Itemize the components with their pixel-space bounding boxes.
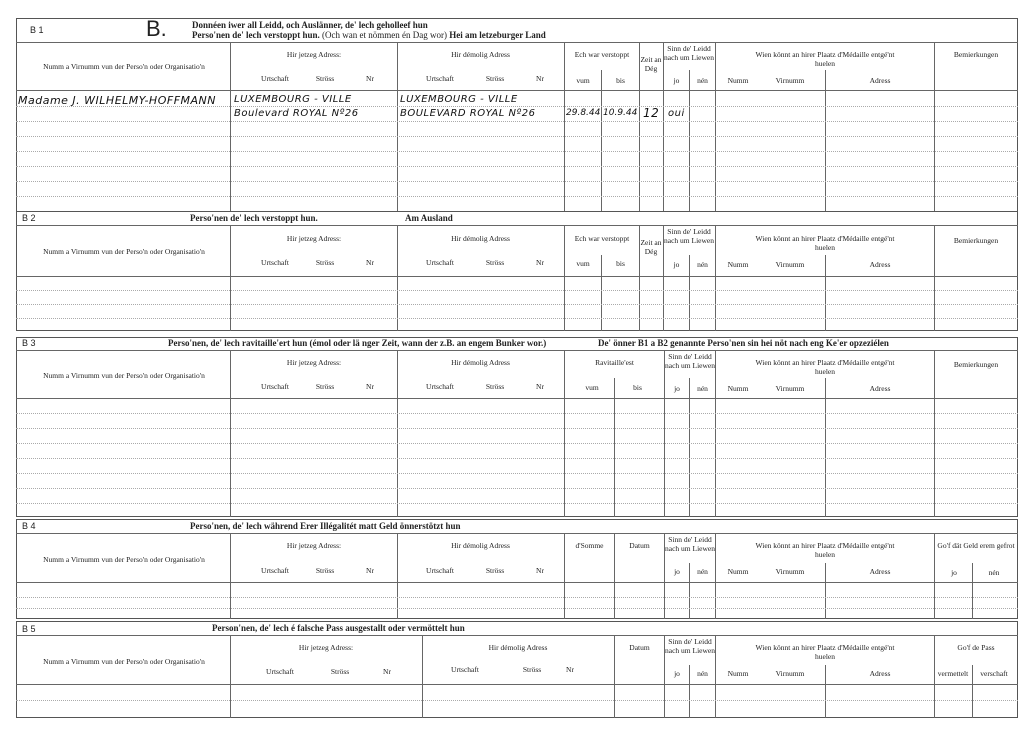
name-header: Numm a Virnumm vun der Perso'n oder Organisatio'n xyxy=(43,247,205,256)
stross-header: Ströss xyxy=(315,382,335,391)
jo-header: jo xyxy=(673,260,680,269)
entry-old-street: BOULEVARD ROYAL Nº26 xyxy=(400,108,536,119)
name-header: Numm a Virnumm vun der Perso'n oder Organisatio'n xyxy=(43,657,205,666)
remarks-header: Bemierkungen xyxy=(953,236,999,245)
nen-header: nén xyxy=(697,567,708,576)
current-address-header: Hir jetzeg Adress: xyxy=(286,358,342,367)
nr-header: Nr xyxy=(536,566,544,575)
alive-header: Sinn de' Leidd nach um Liewen xyxy=(665,352,715,370)
alive-header: Sinn de' Leidd nach um Liewen xyxy=(664,44,714,62)
stross-header: Ströss xyxy=(485,258,505,267)
alive-header: Sinn de' Leidd nach um Liewen xyxy=(665,637,715,655)
date-header: Datum xyxy=(629,643,650,652)
urtschaft-header: Urtschaft xyxy=(261,566,289,575)
nr-header: Nr xyxy=(383,667,391,676)
stross-header: Ströss xyxy=(522,665,542,674)
stross-header: Ströss xyxy=(485,74,505,83)
name-header: Numm a Virnumm vun der Perso'n oder Organisatio'n xyxy=(43,62,205,71)
numm-header: Numm xyxy=(727,567,749,576)
medal-header: Wien könnt an hirer Plaatz d'Médaille entgé'nt huelen xyxy=(755,234,895,252)
alive-header: Sinn de' Leidd nach um Liewen xyxy=(665,535,715,553)
urtschaft-header: Urtschaft xyxy=(451,665,479,674)
nr-header: Nr xyxy=(536,258,544,267)
stross-header: Ströss xyxy=(485,382,505,391)
section-title: Perso'nen, de' lech während Erer Illégalitét matt Geld önnerstötzt hun xyxy=(190,521,461,531)
urtschaft-header: Urtschaft xyxy=(426,74,454,83)
vum-header: vum xyxy=(576,76,590,85)
vum-header: vum xyxy=(576,259,590,268)
stross-header: Ströss xyxy=(330,667,350,676)
numm-header: Numm xyxy=(727,76,749,85)
name-header: Numm a Virnumm vun der Perso'n oder Organisatio'n xyxy=(43,555,205,564)
hidden-header: Ech war verstoppt xyxy=(574,50,630,59)
entry-alive-yes: oui xyxy=(668,108,685,119)
current-address-header: Hir jetzeg Adress: xyxy=(286,50,342,59)
adress-header: Adress xyxy=(869,76,891,85)
old-address-header: Hir démolig Adress xyxy=(488,643,548,652)
nr-header: Nr xyxy=(366,566,374,575)
adress-header: Adress xyxy=(869,567,891,576)
days-header: Zeit an Dég xyxy=(640,238,662,256)
current-address-header: Hir jetzeg Adress: xyxy=(286,234,342,243)
stross-header: Ströss xyxy=(315,74,335,83)
entry-from: 29.8.44 xyxy=(566,108,601,118)
arranged-header: vermettelt xyxy=(937,669,969,678)
urtschaft-header: Urtschaft xyxy=(266,667,294,676)
nr-header: Nr xyxy=(366,382,374,391)
date-header: Datum xyxy=(629,541,650,550)
form-letter: B. xyxy=(146,16,167,41)
adress-header: Adress xyxy=(869,384,891,393)
jo-header: jo xyxy=(673,76,680,85)
form-title: Donnéen iwer all Leidd, och Auslänner, de' lech geholleef hun xyxy=(192,20,428,30)
virnumm-header: Virnumm xyxy=(775,260,805,269)
subtitle-note: (Och wan et nömmen én Dag wor) xyxy=(322,30,447,40)
section-id: B 3 xyxy=(22,338,36,348)
money-returned-header: Go'f dät Geld erem gefrot xyxy=(937,541,1015,550)
subtitle-main: Perso'nen de' lech verstoppt hun. xyxy=(192,30,320,40)
stross-header: Ströss xyxy=(485,566,505,575)
nen-header: nén xyxy=(697,669,708,678)
entry-name: Madame J. WILHELMY-HOFFMANN xyxy=(18,94,216,107)
remarks-header: Bemierkungen xyxy=(953,50,999,59)
bis-header: bis xyxy=(616,259,625,268)
bis-header: bis xyxy=(633,383,642,392)
numm-header: Numm xyxy=(727,384,749,393)
medal-header: Wien könnt an hirer Plaatz d'Médaille entgé'nt huelen xyxy=(755,541,895,559)
old-address-header: Hir démolig Adress xyxy=(451,541,510,550)
pass-header: Go'f de Pass xyxy=(957,643,995,652)
supplied-header: Ravitaille'est xyxy=(595,358,634,367)
nr-header: Nr xyxy=(536,382,544,391)
urtschaft-header: Urtschaft xyxy=(426,258,454,267)
stross-header: Ströss xyxy=(315,566,335,575)
entry-days: 12 xyxy=(643,106,660,120)
nr-header: Nr xyxy=(566,665,574,674)
urtschaft-header: Urtschaft xyxy=(426,382,454,391)
section-id: B 4 xyxy=(22,521,36,531)
bis-header: bis xyxy=(616,76,625,85)
section-title: Person'nen, de' lech é falsche Pass ausgestallt oder vermöttelt hun xyxy=(212,623,465,633)
days-header: Zeit an Dég xyxy=(640,55,662,73)
section-id: B 2 xyxy=(22,213,36,223)
procured-header: verschaft xyxy=(980,669,1008,678)
entry-current-street: Boulevard ROYAL Nº26 xyxy=(234,108,359,119)
urtschaft-header: Urtschaft xyxy=(261,74,289,83)
adress-header: Adress xyxy=(869,260,891,269)
nr-header: Nr xyxy=(366,258,374,267)
virnumm-header: Virnumm xyxy=(775,567,805,576)
section-title-2: Am Ausland xyxy=(405,213,453,223)
urtschaft-header: Urtschaft xyxy=(261,258,289,267)
entry-current-city: LUXEMBOURG - VILLE xyxy=(234,94,352,105)
section-b2 xyxy=(16,211,1018,331)
virnumm-header: Virnumm xyxy=(775,669,805,678)
medal-header: Wien könnt an hirer Plaatz d'Médaille entgé'nt huelen xyxy=(755,50,895,68)
vum-header: vum xyxy=(585,383,599,392)
nen-header: nén xyxy=(988,568,1000,577)
jo-header: jo xyxy=(674,384,680,393)
virnumm-header: Virnumm xyxy=(775,384,805,393)
medal-header: Wien könnt an hirer Plaatz d'Médaille entgé'nt huelen xyxy=(755,643,895,661)
virnumm-header: Virnumm xyxy=(775,76,805,85)
alive-header: Sinn de' Leidd nach um Liewen xyxy=(664,227,714,245)
old-address-header: Hir démolig Adress xyxy=(451,50,510,59)
entry-old-city: LUXEMBOURG - VILLE xyxy=(400,94,518,105)
nen-header: nén xyxy=(697,260,708,269)
hidden-header: Ech war verstoppt xyxy=(574,234,630,243)
jo-header: jo xyxy=(674,669,680,678)
section-title: Perso'nen, de' lech ravitaille'ert hun (émol oder lä nger Zeit, wann der z.B. an engem Bunker wor.) xyxy=(168,338,547,348)
stross-header: Ströss xyxy=(315,258,335,267)
remarks-header: Bemierkungen xyxy=(953,360,999,369)
subtitle-land: Hei am letzeburger Land xyxy=(449,30,546,40)
nen-header: nén xyxy=(697,384,708,393)
nen-header: nén xyxy=(697,76,708,85)
nr-header: Nr xyxy=(536,74,544,83)
old-address-header: Hir démolig Adress xyxy=(451,234,510,243)
sum-header: d'Somme xyxy=(575,541,604,550)
form-subtitle xyxy=(192,30,546,40)
current-address-header: Hir jetzeg Adress: xyxy=(298,643,354,652)
current-address-header: Hir jetzeg Adress: xyxy=(286,541,342,550)
numm-header: Numm xyxy=(727,669,749,678)
section-id: B 1 xyxy=(30,25,44,35)
urtschaft-header: Urtschaft xyxy=(261,382,289,391)
section-id: B 5 xyxy=(22,624,36,634)
numm-header: Numm xyxy=(727,260,749,269)
medal-header: Wien könnt an hirer Plaatz d'Médaille entgé'nt huelen xyxy=(755,358,895,376)
jo-header: jo xyxy=(674,567,680,576)
section-title: Perso'nen de' lech verstoppt hun. xyxy=(190,213,318,223)
adress-header: Adress xyxy=(869,669,891,678)
old-address-header: Hir démolig Adress xyxy=(451,358,510,367)
jo-header: jo xyxy=(951,568,957,577)
entry-to: 10.9.44 xyxy=(603,108,638,118)
section-title-2: De' önner B1 a B2 genannte Perso'nen sin hei nöt nach eng Ke'er opzeziélen xyxy=(598,338,889,348)
name-header: Numm a Virnumm vun der Perso'n oder Organisatio'n xyxy=(43,371,205,380)
urtschaft-header: Urtschaft xyxy=(426,566,454,575)
nr-header: Nr xyxy=(366,74,374,83)
